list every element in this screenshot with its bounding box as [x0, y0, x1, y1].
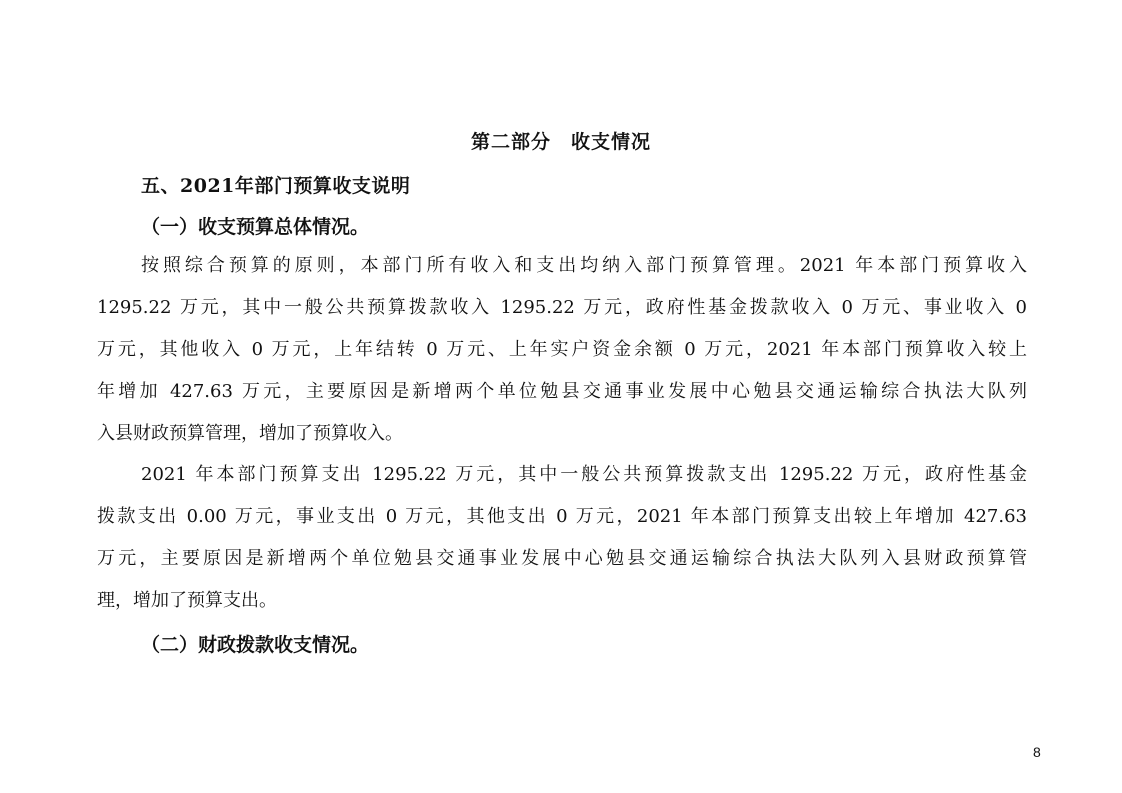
paragraph-1-line-1: 按照综合预算的原则，本部门所有收入和支出均纳入部门预算管理。2021 年本部门预算收入	[141, 255, 1027, 276]
paragraph-1-line-5: 入县财政预算管理，增加了预算收入。	[97, 423, 403, 444]
paragraph-1-line-4: 年增加 427.63 万元，主要原因是新增两个单位勉县交通事业发展中心勉县交通运输综合执法大队列	[97, 381, 1027, 402]
paragraph-1-line-3: 万元，其他收入 0 万元，上年结转 0 万元、上年实户资金余额 0 万元，2021 年本部门预算收入较上	[97, 339, 1027, 360]
part-title: 第二部分 收支情况	[470, 131, 651, 153]
paragraph-2-line-3: 万元，主要原因是新增两个单位勉县交通事业发展中心勉县交通运输综合执法大队列入县财政预算管	[97, 548, 1027, 569]
paragraph-1-line-2: 1295.22 万元，其中一般公共预算拨款收入 1295.22 万元，政府性基金拨款收入 0 万元、事业收入 0	[97, 297, 1027, 318]
page-number: 8	[1033, 744, 1041, 760]
sub-heading-overall-budget: （一）收支预算总体情况。	[141, 216, 370, 238]
sub-heading-fiscal-appropriation: （二）财政拨款收支情况。	[141, 634, 370, 656]
paragraph-2-line-4: 理，增加了预算支出。	[97, 590, 277, 611]
paragraph-2-line-1: 2021 年本部门预算支出 1295.22 万元，其中一般公共预算拨款支出 1295.22 万元，政府性基金	[141, 464, 1027, 485]
section-heading: 五、2021年部门预算收支说明	[141, 175, 411, 197]
paragraph-2-line-2: 拨款支出 0.00 万元，事业支出 0 万元，其他支出 0 万元，2021 年本部门预算支出较上年增加 427.63	[97, 506, 1027, 527]
